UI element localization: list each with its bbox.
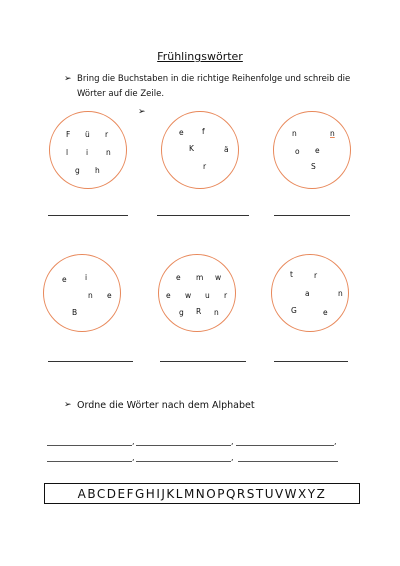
letter: B xyxy=(72,308,78,317)
letter: n xyxy=(214,308,219,317)
answer-line[interactable] xyxy=(274,361,348,362)
answer-line[interactable] xyxy=(157,215,249,216)
order-line[interactable] xyxy=(236,445,334,446)
letter: u xyxy=(205,291,210,300)
order-line[interactable] xyxy=(136,461,231,462)
comma: , xyxy=(231,453,234,462)
letter: n xyxy=(330,129,335,138)
letter-circle-3 xyxy=(273,111,351,189)
letter-circle-4 xyxy=(43,254,121,332)
order-line[interactable] xyxy=(238,461,338,462)
letter: g xyxy=(75,166,80,175)
order-line[interactable] xyxy=(136,445,231,446)
letter: S xyxy=(311,162,316,171)
arrow-bullet-icon: ➢ xyxy=(64,400,72,410)
letter: h xyxy=(95,166,100,175)
comma: , xyxy=(231,437,234,446)
letter: m xyxy=(196,273,204,282)
comma: , xyxy=(132,437,135,446)
letter: r xyxy=(224,291,228,300)
letter: n xyxy=(88,291,93,300)
letter: r xyxy=(203,162,207,171)
letter: G xyxy=(291,306,297,315)
alphabet-text: ABCDEFGHIJKLMNOPQRSTUVWXYZ xyxy=(77,486,327,501)
letter: e xyxy=(62,275,67,284)
letter-circle-6 xyxy=(271,254,349,332)
answer-line[interactable] xyxy=(48,215,128,216)
letter: ü xyxy=(85,130,90,139)
letter: g xyxy=(179,308,184,317)
letter: n xyxy=(106,148,111,157)
letter: e xyxy=(315,146,320,155)
alphabet-box xyxy=(44,483,360,504)
instruction-2-text: Ordne die Wörter nach dem Alphabet xyxy=(77,400,255,411)
instruction-1-text: Bring die Buchstaben in die richtige Reihenfolge und schreib die Wörter auf die Zeile. xyxy=(77,74,351,99)
comma: , xyxy=(132,453,135,462)
letter-circle-1 xyxy=(49,111,127,189)
order-line[interactable] xyxy=(47,461,132,462)
arrow-bullet-icon: ➢ xyxy=(64,74,72,84)
instruction-2 xyxy=(64,398,377,413)
letter: i xyxy=(86,148,89,157)
order-line[interactable] xyxy=(47,445,132,446)
comma: , xyxy=(334,437,337,446)
letter: ä xyxy=(224,145,229,154)
letter: n xyxy=(338,289,343,298)
letter: e xyxy=(179,128,184,137)
instruction-1 xyxy=(64,72,377,102)
letter: w xyxy=(185,291,192,300)
letter: e xyxy=(107,291,112,300)
letter: i xyxy=(85,273,88,282)
letter: f xyxy=(202,127,205,136)
arrow-bullet-icon: ➢ xyxy=(138,107,146,117)
letter: o xyxy=(295,147,300,156)
letter-circle-5 xyxy=(158,254,236,332)
letter: l xyxy=(66,148,69,157)
answer-line[interactable] xyxy=(48,361,133,362)
letter: r xyxy=(314,271,318,280)
letter: a xyxy=(305,289,310,298)
letter: e xyxy=(166,291,171,300)
letter-circle-2 xyxy=(161,111,239,189)
answer-line[interactable] xyxy=(160,361,246,362)
letter: e xyxy=(176,273,181,282)
page-title: Frühlingswörter xyxy=(157,50,243,63)
letter: e xyxy=(323,308,328,317)
letter: n xyxy=(292,129,297,138)
letter: R xyxy=(196,307,202,316)
answer-line[interactable] xyxy=(274,215,350,216)
letter: r xyxy=(105,130,109,139)
letter: t xyxy=(290,270,293,279)
letter: F xyxy=(66,130,71,139)
letter: w xyxy=(215,273,222,282)
letter: K xyxy=(189,144,194,153)
